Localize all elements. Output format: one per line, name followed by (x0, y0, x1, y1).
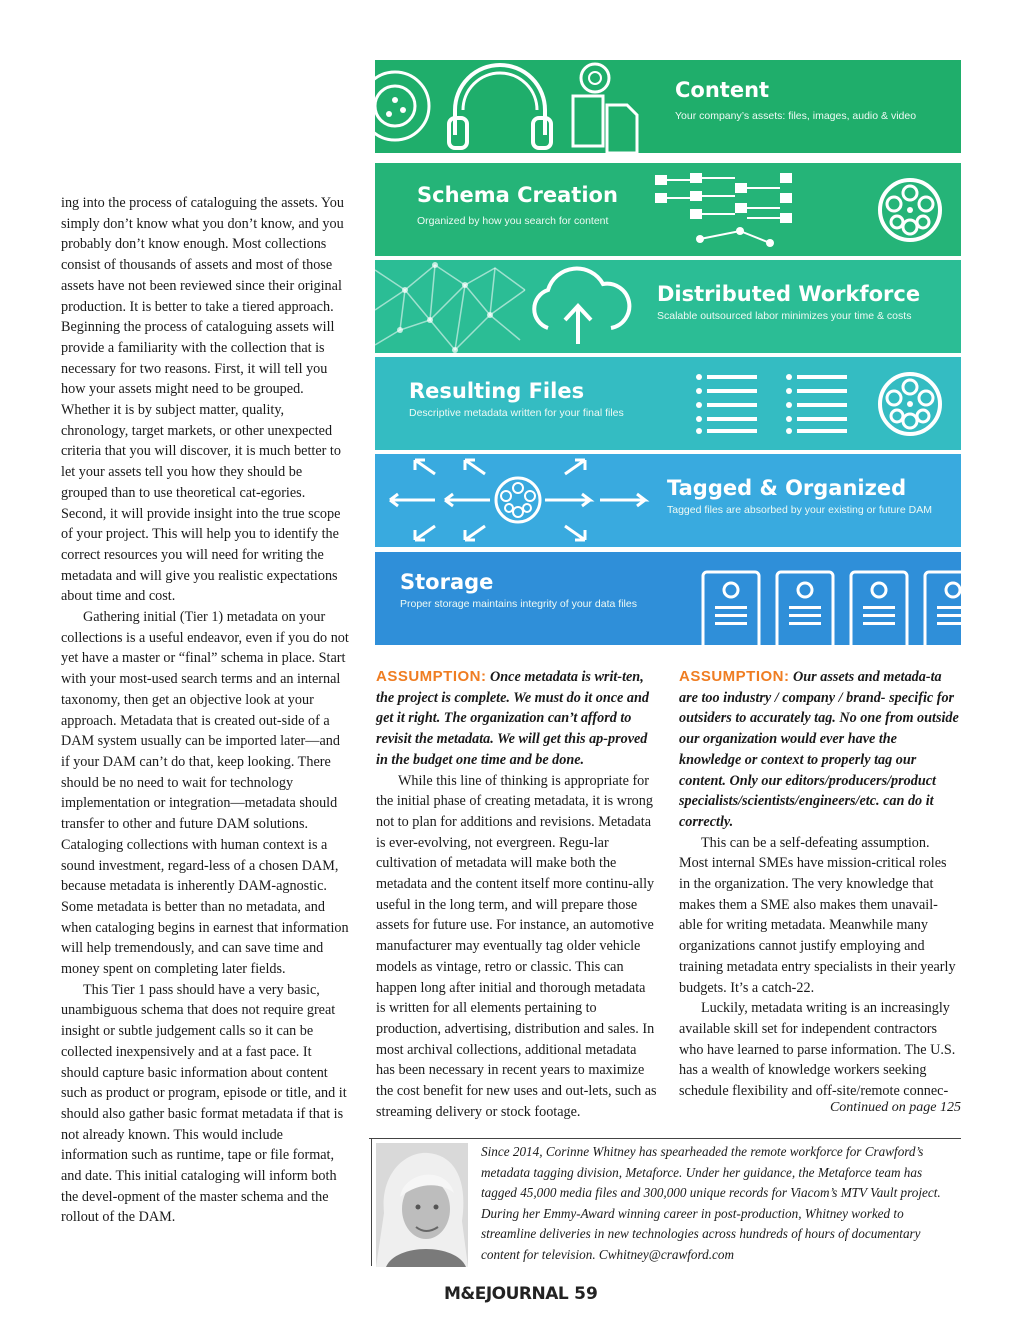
band-title: Storage (400, 570, 494, 594)
band-subtitle: Tagged files are absorbed by your existing or future DAM (667, 504, 932, 516)
cloud-upload-icon (523, 266, 633, 346)
band-title: Distributed Workforce (657, 282, 921, 306)
assumption-statement: Once metadata is writ-ten, the project is complete. We must do it once and get it right. The organization can’t afford to revisit the metadata. We will get this ap-proved in the budget one time and be done. (376, 669, 649, 768)
film-reel-icon (875, 369, 945, 439)
band-title: Schema Creation (417, 183, 618, 207)
arrows-icon (385, 454, 655, 547)
assumption-lead (679, 667, 961, 833)
bio-side-rule (371, 1138, 372, 1266)
journal-logo: M&EJOURNAL (444, 1284, 569, 1304)
infographic-band-distributed-workforce (375, 260, 961, 353)
page-footer (444, 1284, 598, 1304)
workflow-infographic (375, 60, 961, 645)
band-subtitle: Scalable outsourced labor minimizes your time & costs (657, 310, 912, 322)
page-number: 59 (574, 1284, 598, 1304)
server-icon (695, 552, 961, 645)
body-paragraph: While this line of thinking is appropriate for the initial phase of creating metadata, it is wrong not to plan for additions and revisions. Metadata is ever-evolving, not evergreen. Regu-lar cultivation of metadata will make both the metadata and the content itself more continu-ally useful in the long term, and will prepare those assets for future use. For instance, an automotive manufacturer may eventually tag older vehicle models as vintage, retro or classic. This can happen long after initial and thorough metadata is written for all elements pertaining to production, advertising, distribution and sales. In most archival collections, additional metadata has been necessary in recent years to maximize the cost benefit for new uses and out-lets, such as streaming delivery or stock footage. (376, 772, 657, 1120)
film-reel-icon (875, 175, 945, 245)
assumption-heading: ASSUMPTION: (679, 668, 790, 685)
continued-on-page: Continued on page 125 (829, 1100, 961, 1115)
band-subtitle: Proper storage maintains integrity of your data files (400, 598, 637, 610)
gear-icon (375, 60, 445, 153)
assumption-statement: Our assets and metada-ta are too industry / company / brand- specific for outsiders to accurately tag. No one from outside our organization would ever have the knowledge or context to properly tag our content. Only our editors/producers/product specialists/scientists/engineers/etc. can do it correctly. (679, 669, 959, 830)
infographic-band-storage (375, 552, 961, 645)
middle-column (376, 667, 658, 1122)
camera-icon (555, 60, 645, 153)
right-column (679, 667, 961, 1102)
band-title: Content (675, 78, 770, 102)
infographic-band-resulting-files (375, 357, 961, 450)
body-paragraph: ing into the process of cataloguing the assets. You simply don’t know what you don’t know, and you probably don’t know enough. Most collections consist of thousands of assets and most of those assets have not been reviewed since their original production. It is better to take a tiered approach. Beginning the process of cataloguing assets will provide a familiarity with the collection that is necessary for two reasons. First, it will tell you how your assets might need to be grouped. Whether it is by subject matter, quality, chronology, target markets, or other unexpected criteria that you will discover, it is much better to let your assets tell you how they should be grouped than to use theoretical cat-egories. Second, it will provide insight into the true scope of your project. This will help you to identify the correct resources you will need for writing the metadata and will give you realistic expectations about time and cost. (61, 195, 344, 605)
band-title: Tagged & Organized (667, 476, 907, 500)
band-title: Resulting Files (409, 379, 585, 403)
infographic-band-content (375, 60, 961, 153)
body-paragraph: This Tier 1 pass should have a very basic, unambiguous schema that does not require great insight or subtle judgement calls so it can be collected inexpensively and at a fast pace. It should capture basic information about content such as product or program, episode or title, and it should also gather basic format metadata if that is not already known. This would include information such as runtime, tape or file format, and date. This initial cataloging will inform both the devel-opment of the master schema and the rollout of the DAM. (61, 981, 347, 1226)
left-column (61, 193, 350, 1228)
band-subtitle: Descriptive metadata written for your final files (409, 407, 624, 419)
author-photo (376, 1143, 468, 1267)
infographic-band-schema-creation (375, 163, 961, 256)
assumption-lead (376, 667, 658, 771)
body-paragraph: Gathering initial (Tier 1) metadata on your collections is a useful endeavor, even if you do not yet have a master or “final” schema in place. Start with your most-used search terms and an internal taxonomy, then get an objective look at your approach. Metadata that is created out-side of a DAM system usually can be imported later—and if your DAM can’t do that, keep looking. There should be no need to wait for technology implementation or integration—metadata should transfer to other and future DAM solutions. Cataloging collections with human context is a sound investment, regard-less of a chosen DAM, because metadata is inherently DAM-agnostic. Some metadata is better than no metadata, and when cataloging begins in earnest that information will help tremendously, and can save time and money spent on completing later fields. (61, 609, 349, 978)
headphones-icon (445, 60, 555, 153)
band-subtitle: Your company’s assets: files, images, audio & video (675, 110, 917, 122)
body-paragraph: Luckily, metadata writing is an increasingly available skill set for independent contractors who have learned to parse information. The U.S. has a wealth of knowledge workers seeking schedule flexibility and off-site/remote connec- (679, 1000, 956, 1100)
bio-top-rule (369, 1138, 961, 1139)
infographic-band-tagged-organized (375, 454, 961, 547)
list-icon (693, 369, 863, 439)
network-mesh-icon (375, 260, 535, 353)
assumption-heading: ASSUMPTION: (376, 668, 487, 685)
band-subtitle: Organized by how you search for content (417, 215, 609, 227)
body-paragraph: This can be a self-defeating assumption. Most internal SMEs have mission-critical roles in the organization. The very knowledge that makes them a SME also makes them unavail-able for writing metadata. Meanwhile many organizations cannot justify employing and training metadata entry specialists in their yearly budgets. It’s a catch-22. (679, 834, 956, 996)
author-bio: Since 2014, Corinne Whitney has spearheaded the remote workforce for Crawford’s metadata tagging division, Metaforce. Under her guidance, the Metaforce team has tagged 45,000 media files and 300,000 unique records for Viacom’s MTV Vault project. During her Emmy-Award winning career in post-production, Whitney worked to streamline deliveries in new technologies across hundreds of hours of documentary content for television. Cwhitney@crawford.com (481, 1144, 941, 1262)
flowchart-icon (650, 163, 850, 256)
